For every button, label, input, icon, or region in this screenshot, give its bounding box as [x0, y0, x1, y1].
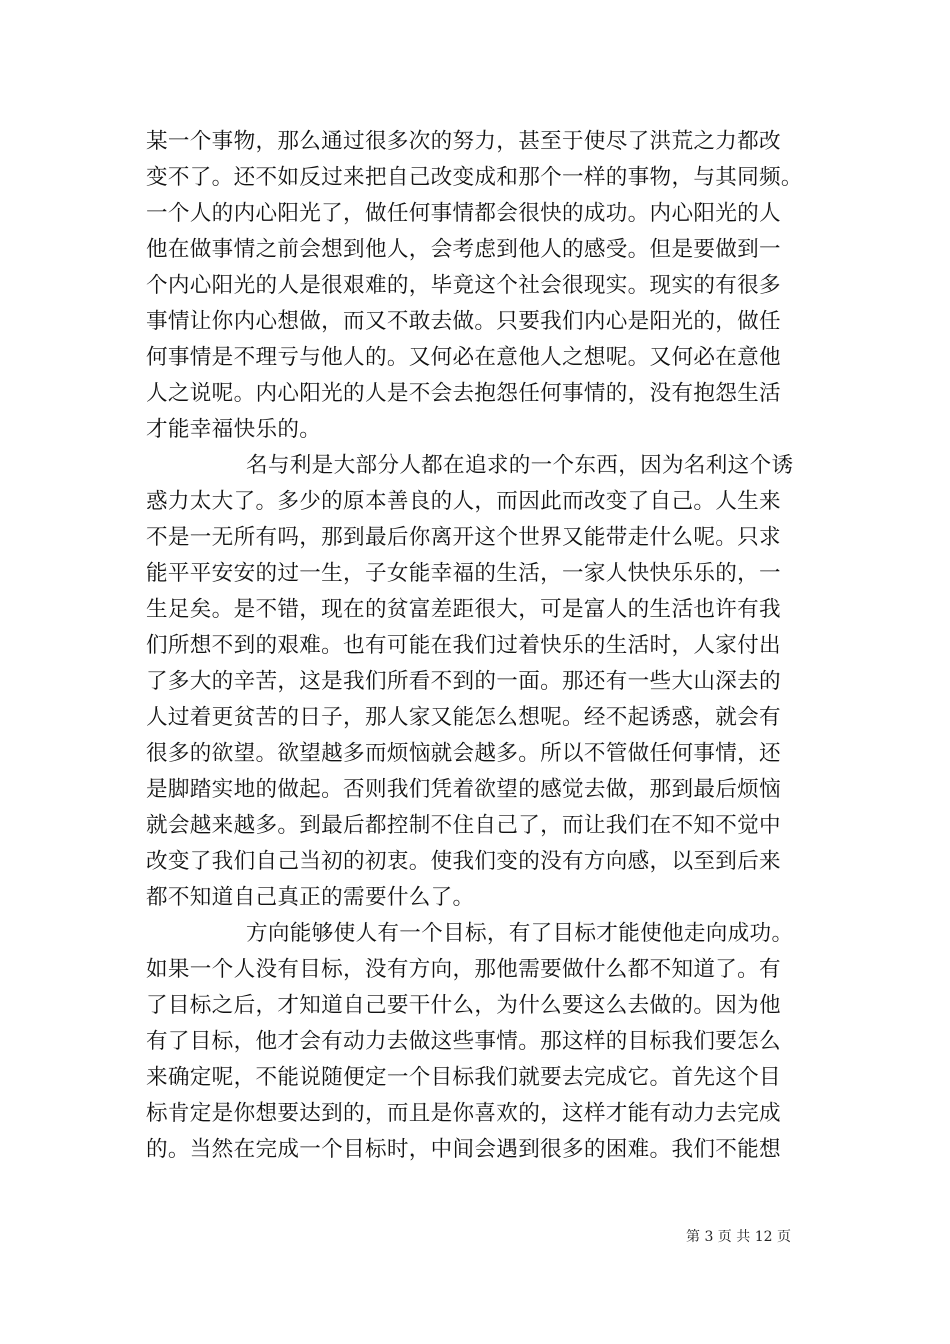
text-line: 人之说呢。内心阳光的人是不会去抱怨任何事情的，没有抱怨生活 — [146, 381, 781, 406]
text-line: 了目标之后，才知道自己要干什么，为什么要这么去做的。因为他 — [146, 993, 781, 1018]
text-line: 的。当然在完成一个目标时，中间会遇到很多的困难。我们不能想 — [146, 1137, 781, 1162]
text-line: 才能幸福快乐的。 — [146, 417, 322, 442]
text-line: 都不知道自己真正的需要什么了。 — [146, 885, 475, 910]
text-line: 某一个事物，那么通过很多次的努力，甚至于使尽了洪荒之力都改 — [146, 129, 781, 154]
text-line: 名与利是大部分人都在追求的一个东西，因为名利这个诱 — [246, 453, 794, 478]
text-line: 来确定呢，不能说随便定一个目标我们就要去完成它。首先这个目 — [146, 1065, 781, 1090]
text-line: 改变了我们自己当初的初衷。使我们变的没有方向感，以至到后来 — [146, 849, 781, 874]
text-line: 了多大的辛苦，这是我们所看不到的一面。那还有一些大山深去的 — [146, 669, 781, 694]
text-line: 事情让你内心想做，而又不敢去做。只要我们内心是阳光的，做任 — [146, 309, 781, 334]
text-line: 如果一个人没有目标，没有方向，那他需要做什么都不知道了。有 — [146, 957, 781, 982]
text-line: 何事情是不理亏与他人的。又何必在意他人之想呢。又何必在意他 — [146, 345, 781, 370]
page-number: 第 3 页 共 12 页 — [686, 1229, 791, 1245]
text-line: 很多的欲望。欲望越多而烦恼就会越多。所以不管做任何事情，还 — [146, 741, 781, 766]
text-line: 变不了。还不如反过来把自己改变成和那个一样的事物，与其同频。 — [146, 165, 803, 190]
text-line: 方向能够使人有一个目标，有了目标才能使他走向成功。 — [246, 921, 794, 946]
text-line: 是脚踏实地的做起。否则我们凭着欲望的感觉去做，那到最后烦恼 — [146, 777, 781, 802]
text-line: 他在做事情之前会想到他人，会考虑到他人的感受。但是要做到一 — [146, 237, 781, 262]
text-line: 惑力太大了。多少的原本善良的人，而因此而改变了自己。人生来 — [146, 489, 781, 514]
text-line: 个内心阳光的人是很艰难的，毕竟这个社会很现实。现实的有很多 — [146, 273, 781, 298]
text-line: 能平平安安的过一生，子女能幸福的生活，一家人快快乐乐的，一 — [146, 561, 781, 586]
text-line: 们所想不到的艰难。也有可能在我们过着快乐的生活时，人家付出 — [146, 633, 781, 658]
text-line: 就会越来越多。到最后都控制不住自己了，而让我们在不知不觉中 — [146, 813, 781, 838]
text-line: 人过着更贫苦的日子，那人家又能怎么想呢。经不起诱惑，就会有 — [146, 705, 781, 730]
text-line: 生足矣。是不错，现在的贫富差距很大，可是富人的生活也许有我 — [146, 597, 781, 622]
text-line: 不是一无所有吗，那到最后你离开这个世界又能带走什么呢。只求 — [146, 525, 781, 550]
text-line: 有了目标，他才会有动力去做这些事情。那这样的目标我们要怎么 — [146, 1029, 781, 1054]
text-line: 标肯定是你想要达到的，而且是你喜欢的，这样才能有动力去完成 — [146, 1101, 781, 1126]
text-line: 一个人的内心阳光了，做任何事情都会很快的成功。内心阳光的人 — [146, 201, 781, 226]
